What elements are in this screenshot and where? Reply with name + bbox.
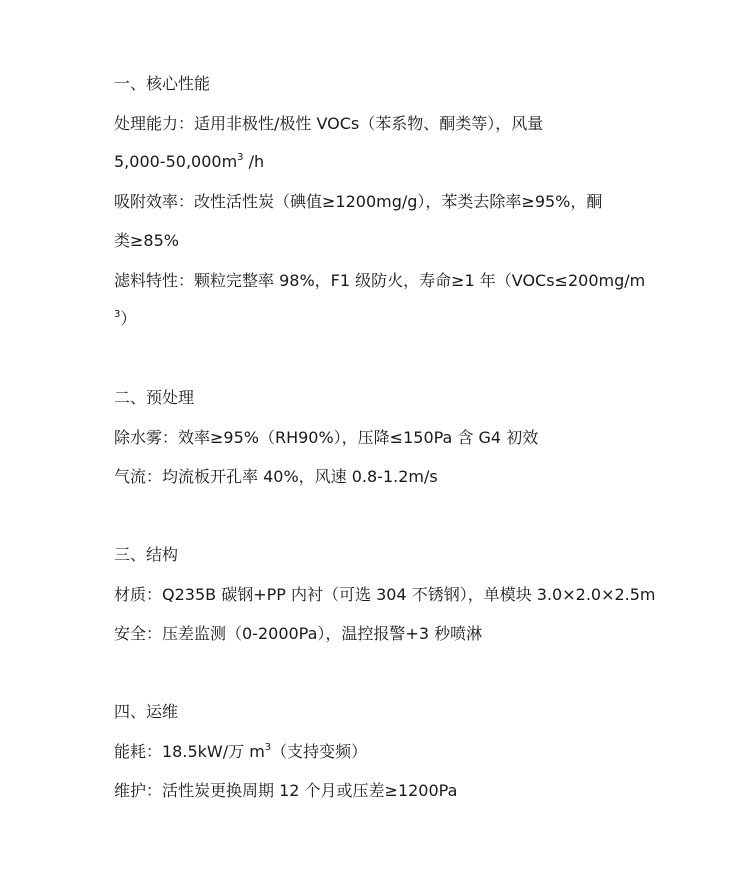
spec-processing-capacity-line2 (114, 151, 640, 173)
spec-filter-media-line2 (114, 308, 640, 330)
spec-safety: 安全：压差监测（0-2000Pa），温控报警+3 秒喷淋 (114, 624, 483, 643)
cubic-superscript: 3 (114, 309, 121, 320)
spec-energy-consumption (114, 741, 640, 763)
cubic-superscript: 3 (237, 152, 244, 163)
energy-note: （支持变频） (271, 742, 368, 761)
spec-filter-media-line1: 滤料特性：颗粒完整率 98%，F1 级防火，寿命≥1 年（VOCs≤200mg/m (114, 271, 646, 290)
section-heading-core-performance: 一、核心性能 (114, 74, 211, 93)
energy-value: 能耗：18.5kW/万 m (114, 742, 265, 761)
airflow-range: 5,000-50,000m (114, 152, 238, 171)
spec-maintenance: 维护：活性炭更换周期 12 个月或压差≥1200Pa (114, 781, 458, 800)
spec-airflow: 气流：均流板开孔率 40%，风速 0.8-1.2m/s (114, 467, 438, 486)
section-heading-structure: 三、结构 (114, 545, 179, 564)
spec-processing-capacity-line1: 处理能力：适用非极性/极性 VOCs（苯系物、酮类等），风量 (114, 114, 544, 133)
spec-mist-removal: 除水雾：效率≥95%（RH90%），压降≤150Pa 含 G4 初效 (114, 428, 539, 447)
spec-material: 材质：Q235B 碳钢+PP 内衬（可选 304 不锈钢），单模块 3.0×2.0×2.5m (114, 585, 656, 604)
section-heading-pretreatment: 二、预处理 (114, 388, 195, 407)
cubic-superscript: 3 (264, 742, 272, 753)
section-heading-operation: 四、运维 (114, 702, 179, 721)
airflow-unit: /h (243, 152, 265, 171)
closing-paren: ） (120, 309, 137, 328)
spec-adsorption-efficiency-line1: 吸附效率：改性活性炭（碘值≥1200mg/g），苯类去除率≥95%，酮 (114, 192, 603, 211)
spec-adsorption-efficiency-line2: 类≥85% (114, 231, 179, 250)
